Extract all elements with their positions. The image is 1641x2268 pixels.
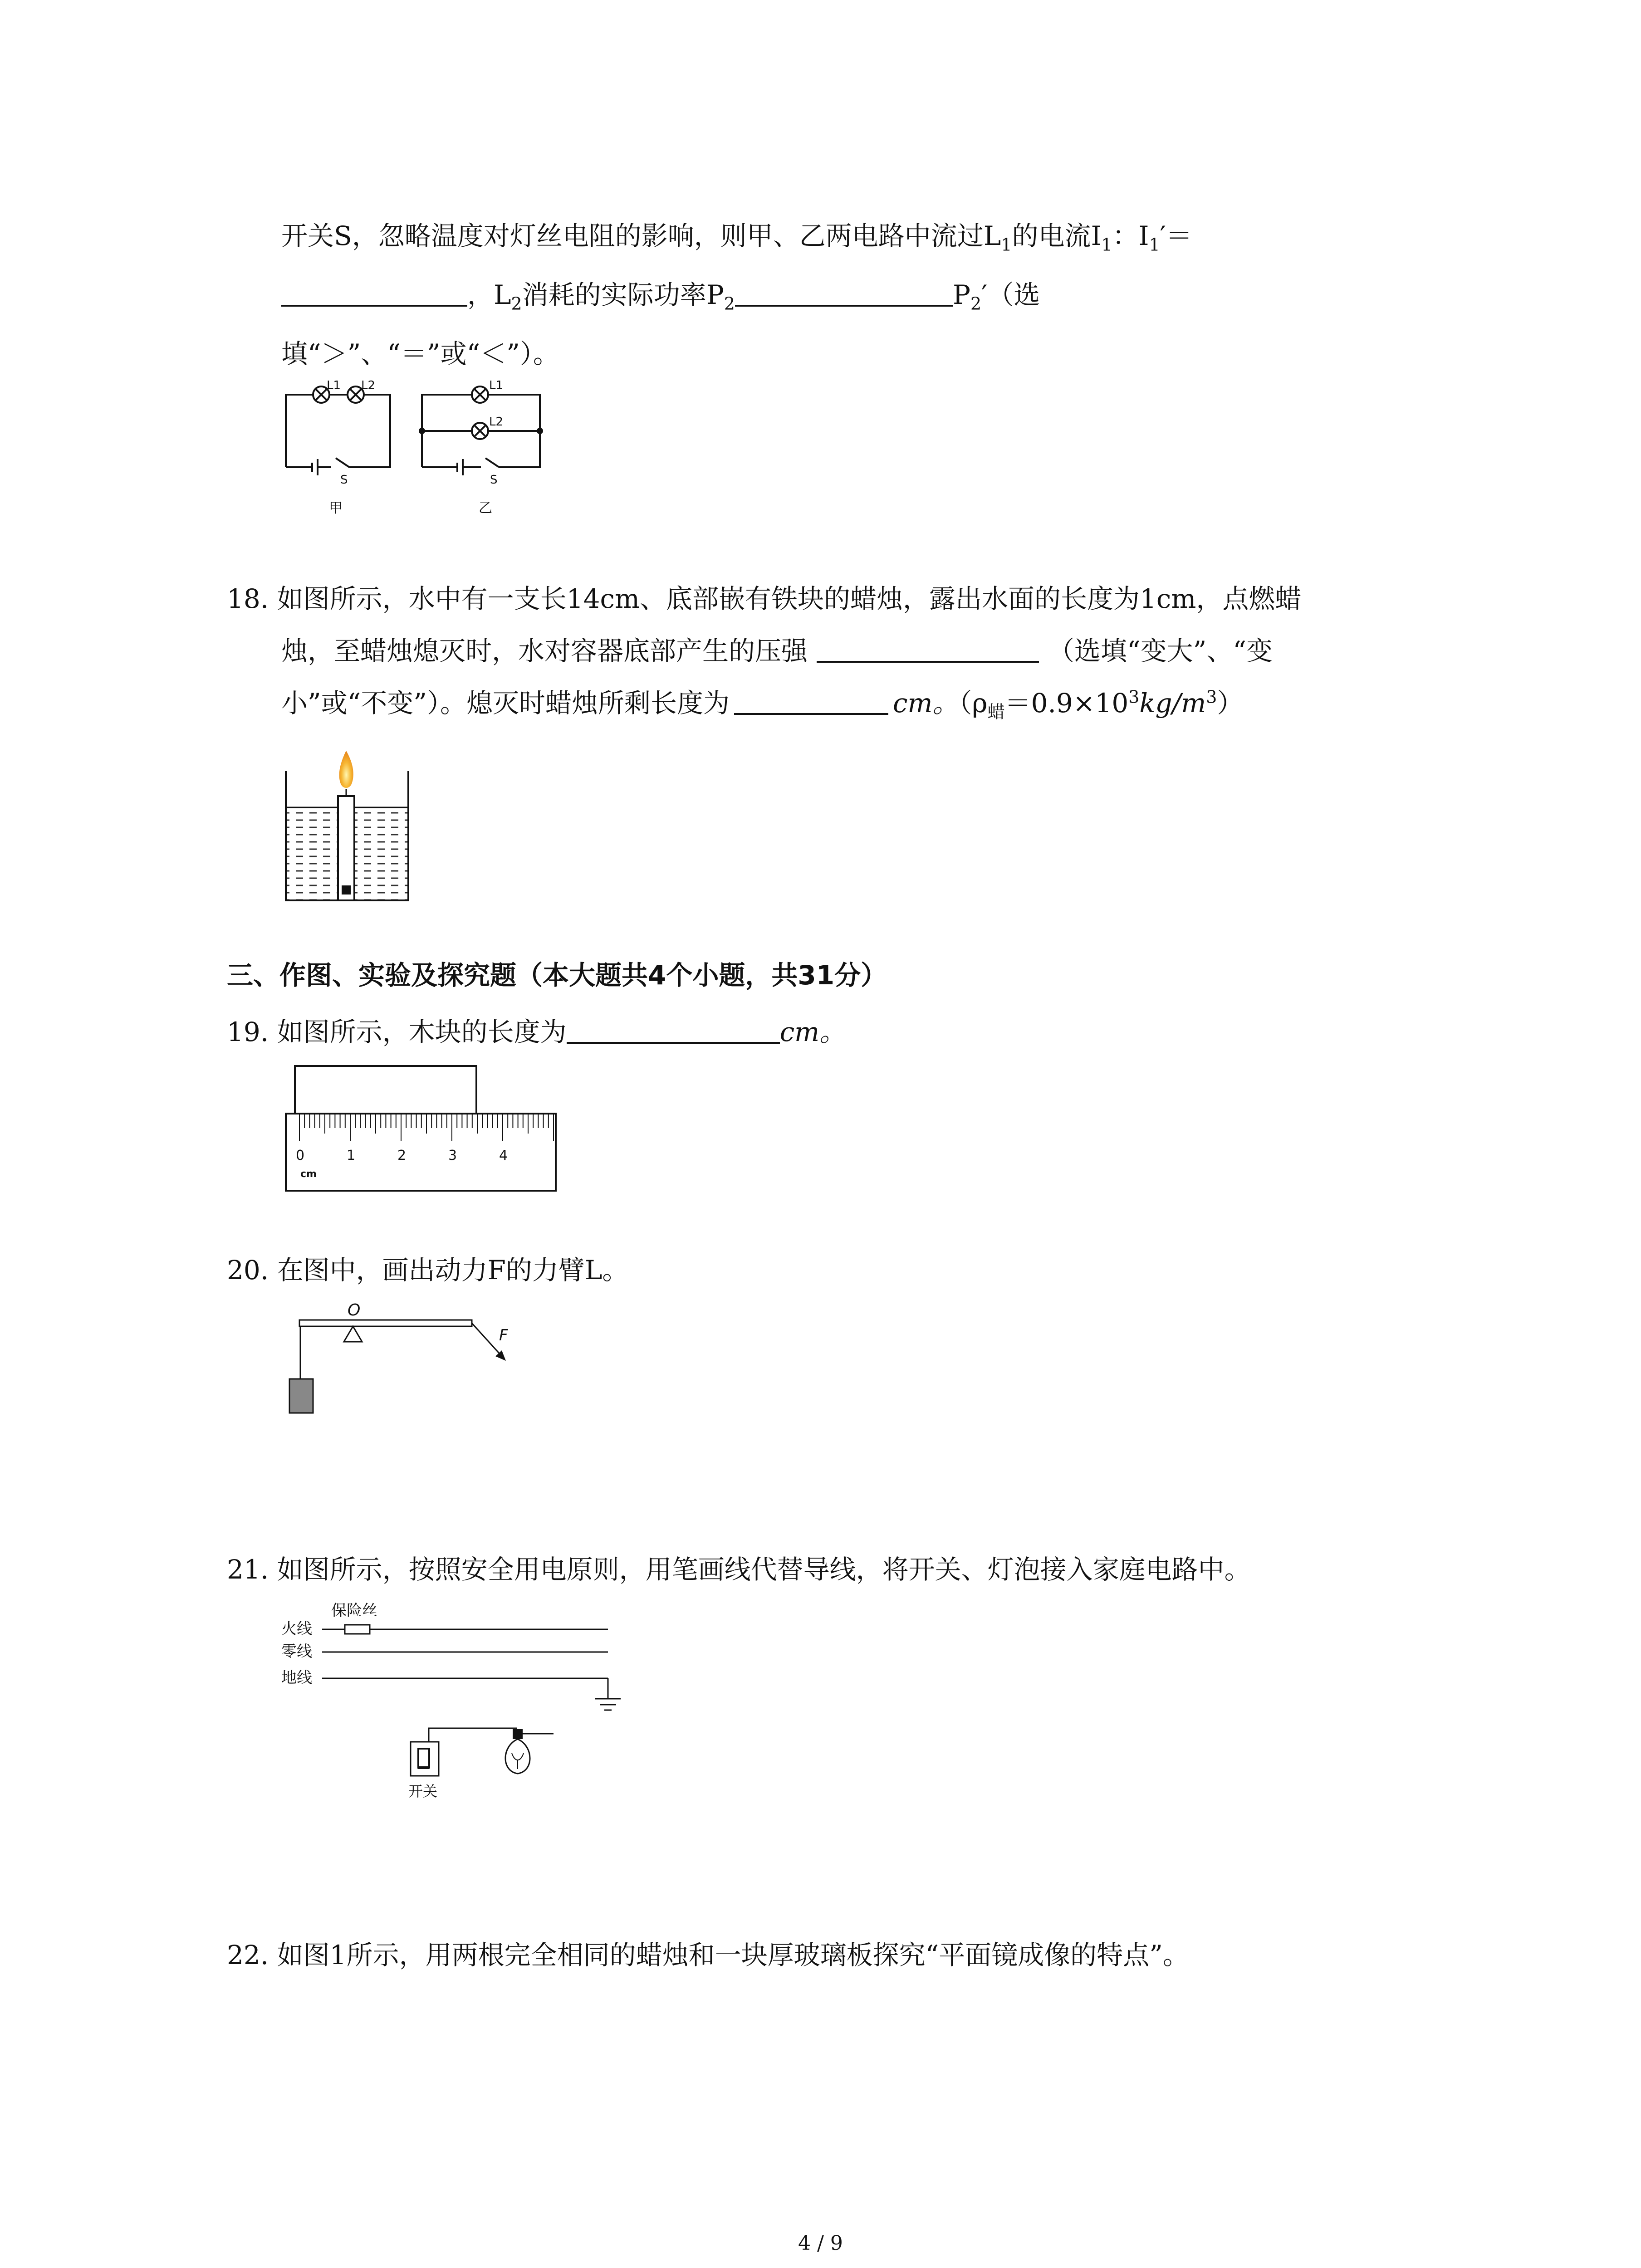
- lamp-l2-label: L2: [361, 379, 376, 392]
- fulcrum: [344, 1326, 362, 1342]
- iron-block: [342, 885, 351, 894]
- caption-jia: 甲: [329, 500, 343, 516]
- ruler-tick-label: 2: [397, 1148, 407, 1163]
- lamp-l1-label: L1: [327, 379, 341, 392]
- q18-line3: 小”或“不变”）。熄灭时蜡烛所剩长度为 cm。$(\rho_蜡=0.9\times 10^3kg/m^3)$: [281, 685, 1243, 721]
- household-circuit-figure: [272, 1597, 635, 1810]
- flame-icon: [339, 751, 353, 788]
- ruler-tick-label: 1: [347, 1148, 356, 1163]
- caption-yi: 乙: [479, 500, 492, 516]
- q19-line: 19. 如图所示，木块的长度为 cm。: [227, 1014, 846, 1050]
- live-wire-label: 火线: [281, 1620, 312, 1638]
- answer-blank-current-ratio[interactable]: [281, 278, 467, 307]
- candle: [338, 796, 354, 900]
- answer-blank-power-compare[interactable]: [735, 278, 953, 307]
- ground-wire-label: 地线: [281, 1669, 312, 1687]
- switch-s-label-2: S: [490, 473, 498, 487]
- force-line: [472, 1323, 503, 1357]
- lamp-l2-label-2: L2: [489, 415, 504, 429]
- lamp-l1-label-2: L1: [489, 379, 504, 392]
- fuse-label: 保险丝: [331, 1602, 377, 1620]
- section-3-title: 三、作图、实验及探究题（本大题共4个小题，共31分）: [227, 960, 887, 991]
- hanging-weight: [289, 1379, 313, 1413]
- neutral-wire-label: 零线: [281, 1642, 312, 1661]
- q17-line3: 填“＞”、“＝”或“＜”）。: [281, 338, 559, 369]
- wooden-block: [295, 1066, 476, 1114]
- ground-symbol-icon: [595, 1678, 621, 1710]
- circuit-series: [286, 386, 390, 475]
- switch-toggle: [418, 1749, 429, 1768]
- answer-blank-length[interactable]: [734, 686, 888, 715]
- ruler: [286, 1114, 556, 1191]
- switch-label: 开关: [408, 1783, 438, 1800]
- pivot-label: O: [348, 1301, 361, 1320]
- ruler-unit: cm: [300, 1168, 317, 1180]
- circuit-figure: [272, 376, 572, 526]
- q18-line1: 18. 如图所示，水中有一支长14cm、底部嵌有铁块的蜡烛，露出水面的长度为1cm，点燃蜡: [227, 583, 1302, 614]
- lever-figure: [272, 1293, 526, 1424]
- force-label: F: [499, 1326, 508, 1344]
- q22-line: 22. 如图1所示，用两根完全相同的蜡烛和一块厚玻璃板探究“平面镜成像的特点”。: [227, 1940, 1189, 1970]
- answer-blank-pressure[interactable]: [817, 634, 1039, 663]
- q17-line1: 开关S，忽略温度对灯丝电阻的影响，则甲、乙两电路中流过$L_1$的电流$I_1$：$I_1'=$: [281, 220, 1192, 255]
- page-number: 4 / 9: [798, 2232, 843, 2255]
- answer-blank-block-length[interactable]: [567, 1015, 780, 1044]
- q20-line: 20. 在图中，画出动力F的力臂L。: [227, 1255, 629, 1286]
- ruler-tick-label: 4: [499, 1148, 508, 1163]
- q21-line: 21. 如图所示，按照安全用电原则，用笔画线代替导线，将开关、灯泡接入家庭电路中。: [227, 1554, 1251, 1585]
- switch-s-label: S: [340, 473, 348, 487]
- ruler-tick-label: 0: [296, 1148, 305, 1163]
- ruler-tick-label: 3: [448, 1148, 457, 1163]
- candle-in-water-figure: [281, 744, 417, 907]
- force-arrow-icon: [495, 1350, 506, 1361]
- lever-bar: [299, 1320, 472, 1326]
- circuit-parallel: [420, 386, 542, 475]
- ruler-figure: [281, 1064, 563, 1200]
- switch-lamp-wire: [429, 1728, 517, 1742]
- fuse: [345, 1625, 370, 1634]
- light-bulb-icon: [505, 1729, 530, 1774]
- q17-line2: ，$L_2$消耗的实际功率$P_2$ $P_2'$（选: [281, 277, 1040, 313]
- q18-line2: 烛，至蜡烛熄灭时，水对容器底部产生的压强 （选填“变大”、“变: [281, 633, 1273, 669]
